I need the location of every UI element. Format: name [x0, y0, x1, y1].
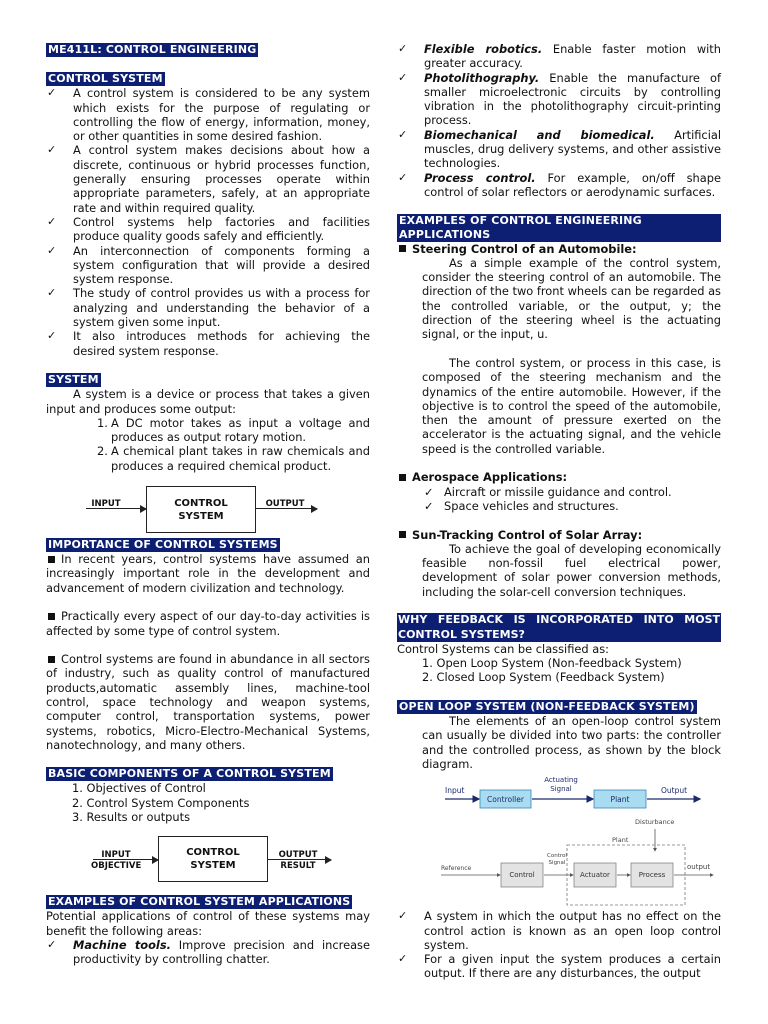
feedback-item: 2. Closed Loop System (Feedback System)	[422, 670, 665, 685]
diag-input-label: Input	[445, 786, 465, 796]
heading-why-feedback: WHY FEEDBACK IS INCORPORATED INTO MOST CONTROL SYSTEMS?	[398, 613, 720, 641]
square-bullet-icon	[48, 656, 55, 663]
diag-output-label: Output	[661, 786, 688, 796]
checkmark-icon: ✓	[47, 86, 57, 100]
solar-title: Sun-Tracking Control of Solar Array:	[397, 528, 721, 542]
control-system-bullet: ✓ An interconnection of components forming a system configuration that will provide a desired system response.	[47, 243, 370, 287]
system-item: 2. A chemical plant takes in raw chemicals and produces a required chemical product.	[97, 444, 370, 473]
steering-title: Steering Control of an Automobile:	[397, 242, 721, 256]
solar-paragraph: To achieve the goal of developing economically feasible non-fossil fuel electrical power, development of solar power conversion methods, including the solar-cell conversion techniques.	[422, 541, 721, 599]
importance-paragraph: Control systems are found in abundance in all sectors of industry, such as quality control of manufactured products,automatic assembly lines, machine-tool control, space technology and weapon systems, computer control, transportation systems, power systems, robotics, Micro-Electro-Mechanical Systems, nanotechnology, and many others.	[46, 652, 370, 752]
reference-label: Reference	[441, 865, 472, 873]
right-column	[397, 42, 721, 981]
importance-paragraph: In recent years, control systems have assumed an increasingly important role in the development and advancement of modern civilization and technology.	[46, 552, 370, 595]
open-loop-diagram	[397, 773, 721, 815]
checkmark-icon: ✓	[47, 243, 57, 257]
plant-label: Plant	[612, 836, 629, 845]
checkmark-icon: ✓	[47, 329, 57, 343]
control-system-box: CONTROL SYSTEM	[146, 486, 256, 533]
diag-controller-label: Controller	[487, 795, 524, 805]
checkmark-icon: ✓	[47, 214, 57, 228]
output-label: output	[687, 863, 711, 872]
control-system-bullet: ✓ The study of control provides us with a process for analyzing and understanding the behavior of a system given some input.	[47, 286, 370, 330]
open-loop-intro: The elements of an open-loop control system can usually be divided into two parts: the controller and the controlled process, as shown by the block diagram.	[422, 714, 721, 771]
aerospace-title: Aerospace Applications:	[397, 470, 721, 484]
application-bullet: ✓ Process control. For example, on/off shape control of solar reflectors or aerodynamic surfaces.	[398, 170, 721, 199]
basic-item: 1. Objectives of Control	[72, 781, 206, 796]
application-bullet: ✓ Photolithography. Enable the manufacture of smaller microelectronic circuits by controlling vibration in the photolithography circuit-printing process.	[398, 70, 721, 128]
feedback-item: 1. Open Loop System (Non-feedback System)	[422, 656, 682, 671]
actuator-block-label: Actuator	[580, 871, 610, 880]
aerospace-item: ✓ Aircraft or missile guidance and control.	[424, 484, 672, 499]
heading-importance: IMPORTANCE OF CONTROL SYSTEMS	[48, 538, 278, 552]
disturbance-label: Disturbance	[635, 818, 675, 827]
process-block-label: Process	[638, 871, 666, 880]
control-system-bullet: ✓ It also introduces methods for achieving the desired system response.	[47, 329, 370, 358]
feedback-intro: Control Systems can be classified as:	[397, 641, 609, 656]
heading-examples: EXAMPLES OF CONTROL SYSTEM APPLICATIONS	[48, 895, 351, 909]
basic-item: 2. Control System Components	[72, 795, 250, 810]
square-bullet-icon	[399, 531, 406, 538]
checkmark-icon: ✓	[398, 70, 408, 84]
basic-item: 3. Results or outputs	[72, 810, 191, 825]
control-system-bullet: ✓ A control system makes decisions about how a discrete, continuous or hybrid processes function, generally ensuring processes operate within appropriate parameters, safely, at an appropriate rate and within required quality.	[47, 143, 370, 215]
system-item: 1. A DC motor takes as input a voltage and produces as output rotary motion.	[97, 415, 370, 445]
input-label: INPUT	[91, 499, 121, 510]
steering-paragraph-2: The control system, or process in this case, is composed of the steering mechanism and the dynamics of the entire automobile. However, if the objective is to control the speed of the automobile, then the amount of pressure exerted on the accelerator is the actuating signal, and the vehicle speed is the controlled variable.	[422, 355, 721, 456]
steering-paragraph-1: As a simple example of the control system, consider the steering control of an automobile. The direction of the two front wheels can be regarded as the controlled variable, or the output, y; the direction of the steering wheel is the actuating signal, or the input, u.	[422, 255, 721, 342]
heading-engineering-applications: EXAMPLES OF CONTROL ENGINEERING APPLICATIONS	[397, 214, 721, 242]
checkmark-icon: ✓	[398, 170, 408, 184]
output-result-label: OUTPUT RESULT	[278, 850, 318, 872]
examples-intro: Potential applications of control of these systems may benefit the following areas:	[46, 909, 370, 938]
diag-plant-label: Plant	[610, 795, 630, 805]
checkmark-icon: ✓	[398, 127, 408, 141]
control-system-bullet: ✓ A control system is considered to be any system which exists for the purpose of regulating or controlling the flow of energy, information, money, or other quantities in some desired fashion.	[47, 86, 370, 144]
checkmark-icon: ✓	[398, 952, 408, 966]
left-column	[46, 42, 370, 967]
diag-actuating-label: Actuating Signal	[544, 776, 578, 794]
checkmark-icon: ✓	[47, 937, 57, 951]
control-system-box: CONTROL SYSTEM	[158, 836, 268, 882]
open-loop-bullet: ✓ A system in which the output has no effect on the control action is known as an open loop control system.	[398, 909, 721, 952]
checkmark-icon: ✓	[398, 909, 408, 923]
examples-bullet: ✓ Machine tools. Improve precision and increase productivity by controlling chatter.	[47, 937, 370, 967]
system-intro: A system is a device or process that takes a given input and produces some output:	[46, 387, 370, 416]
checkmark-icon: ✓	[424, 484, 434, 499]
square-bullet-icon	[399, 474, 406, 481]
output-label: OUTPUT	[265, 499, 305, 510]
application-bullet: ✓ Biomechanical and biomedical. Artificial muscles, drug delivery systems, and other assistive technologies.	[398, 127, 721, 171]
heading-control-system: CONTROL SYSTEM	[48, 72, 163, 86]
heading-basic-components: BASIC COMPONENTS OF A CONTROL SYSTEM	[48, 767, 331, 781]
heading-open-loop: OPEN LOOP SYSTEM (NON-FEEDBACK SYSTEM)	[399, 700, 695, 714]
open-loop-disturbance-diagram	[397, 817, 721, 909]
square-bullet-icon	[48, 613, 55, 620]
checkmark-icon: ✓	[47, 143, 57, 157]
control-system-bullet: ✓ Control systems help factories and facilities produce quality goods safely and efficiently.	[47, 214, 370, 244]
control-block-label: Control	[509, 871, 535, 880]
application-bullet: ✓ Flexible robotics. Enable faster motion with greater accuracy.	[398, 42, 721, 71]
aerospace-item: ✓ Space vehicles and structures.	[424, 498, 619, 513]
checkmark-icon: ✓	[47, 286, 57, 300]
square-bullet-icon	[399, 245, 406, 252]
basic-block-diagram	[46, 824, 370, 894]
control-signal-label: Control Signal	[547, 853, 567, 867]
importance-paragraph: Practically every aspect of our day-to-day activities is affected by some type of control system.	[46, 609, 370, 638]
system-block-diagram	[46, 473, 370, 537]
square-bullet-icon	[48, 556, 55, 563]
checkmark-icon: ✓	[398, 42, 408, 55]
course-title: ME411L: CONTROL ENGINEERING	[48, 43, 257, 56]
open-loop-bullet: ✓ For a given input the system produces a certain output. If there are any disturbances, the output	[398, 952, 721, 981]
input-objective-label: INPUT OBJECTIVE	[91, 850, 142, 872]
checkmark-icon: ✓	[424, 498, 434, 513]
heading-system: SYSTEM	[48, 373, 99, 387]
